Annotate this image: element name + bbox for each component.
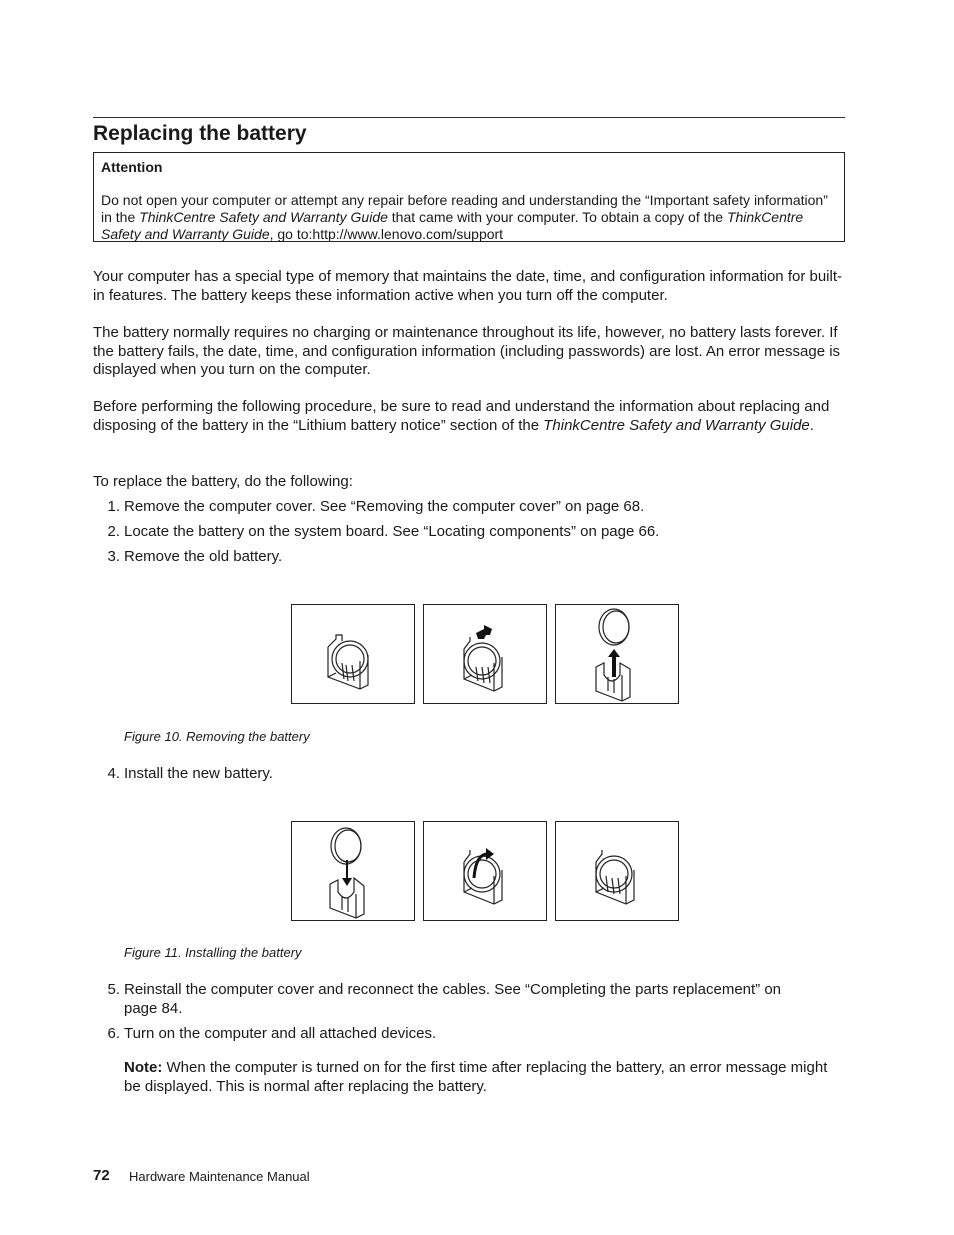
paragraph-battery-life: The battery normally requires no charging or maintenance throughout its life, however, no battery lasts forever. If the battery fails, the date, time, and configuration information (including passwords) are lost. An error message is displayed when you turn on the computer. — [93, 324, 841, 378]
paragraph-intro: To replace the battery, do the following: — [93, 473, 353, 490]
figure-panel-lift-battery — [555, 604, 679, 704]
step-number: 3. — [107, 548, 120, 565]
figure-panel-battery-in-socket — [291, 604, 415, 704]
figure-panel-push-latch — [423, 604, 547, 704]
step-text: Remove the computer cover. See “Removing the computer cover” on page 68. — [124, 498, 645, 515]
step-number: 1. — [107, 498, 120, 515]
note-text: When the computer is turned on for the first time after replacing the battery, an error message might be displayed. This is normal after replacing the battery. — [124, 1059, 828, 1095]
note-label: Note: — [124, 1059, 163, 1076]
section-title: Replacing the battery — [93, 122, 307, 145]
section-rule — [93, 117, 845, 118]
figure-panel-battery-seated — [555, 821, 679, 921]
footer-manual-title: Hardware Maintenance Manual — [129, 1169, 310, 1184]
step-number: 4. — [107, 765, 120, 782]
step-item — [100, 981, 840, 1021]
attention-box — [93, 152, 845, 242]
step-number: 5. — [107, 981, 120, 998]
paragraph-safety: Before performing the following procedure, be sure to read and understand the information about replacing and disposing of the battery in the “Lithium battery notice” section of the ThinkCentre Safety and Warranty Guide. — [93, 398, 830, 434]
step-text: Turn on the computer and all attached devices. — [124, 1025, 437, 1042]
figure-10-caption: Figure 10. Removing the battery — [124, 729, 310, 744]
note-block — [124, 1059, 844, 1096]
figure-panel-insert-battery — [291, 821, 415, 921]
paragraph-memory: Your computer has a special type of memory that maintains the date, time, and configuration information for built-in features. The battery keeps these information active when you turn off the computer. — [93, 268, 843, 304]
step-text: Remove the old battery. — [124, 548, 283, 565]
step-number: 2. — [107, 523, 120, 540]
step-text: Reinstall the computer cover and reconnect the cables. See “Completing the parts replacement” on page 84. — [124, 981, 782, 1017]
step-text: Install the new battery. — [124, 765, 273, 782]
attention-title: Attention — [101, 159, 163, 175]
step-text: Locate the battery on the system board. See “Locating components” on page 66. — [124, 523, 660, 540]
figure-panel-rotate-battery — [423, 821, 547, 921]
attention-text: Do not open your computer or attempt any repair before reading and understanding the “Important safety information” in the ThinkCentre Safety and Warranty Guide that came with your computer. To obtain a copy of the ThinkCentre Safety and Warranty Guide, go to:http://www.lenovo.com/support — [101, 192, 828, 242]
page-number: 72 — [93, 1167, 110, 1184]
figure-11-caption: Figure 11. Installing the battery — [124, 945, 302, 960]
step-number: 6. — [107, 1025, 120, 1042]
